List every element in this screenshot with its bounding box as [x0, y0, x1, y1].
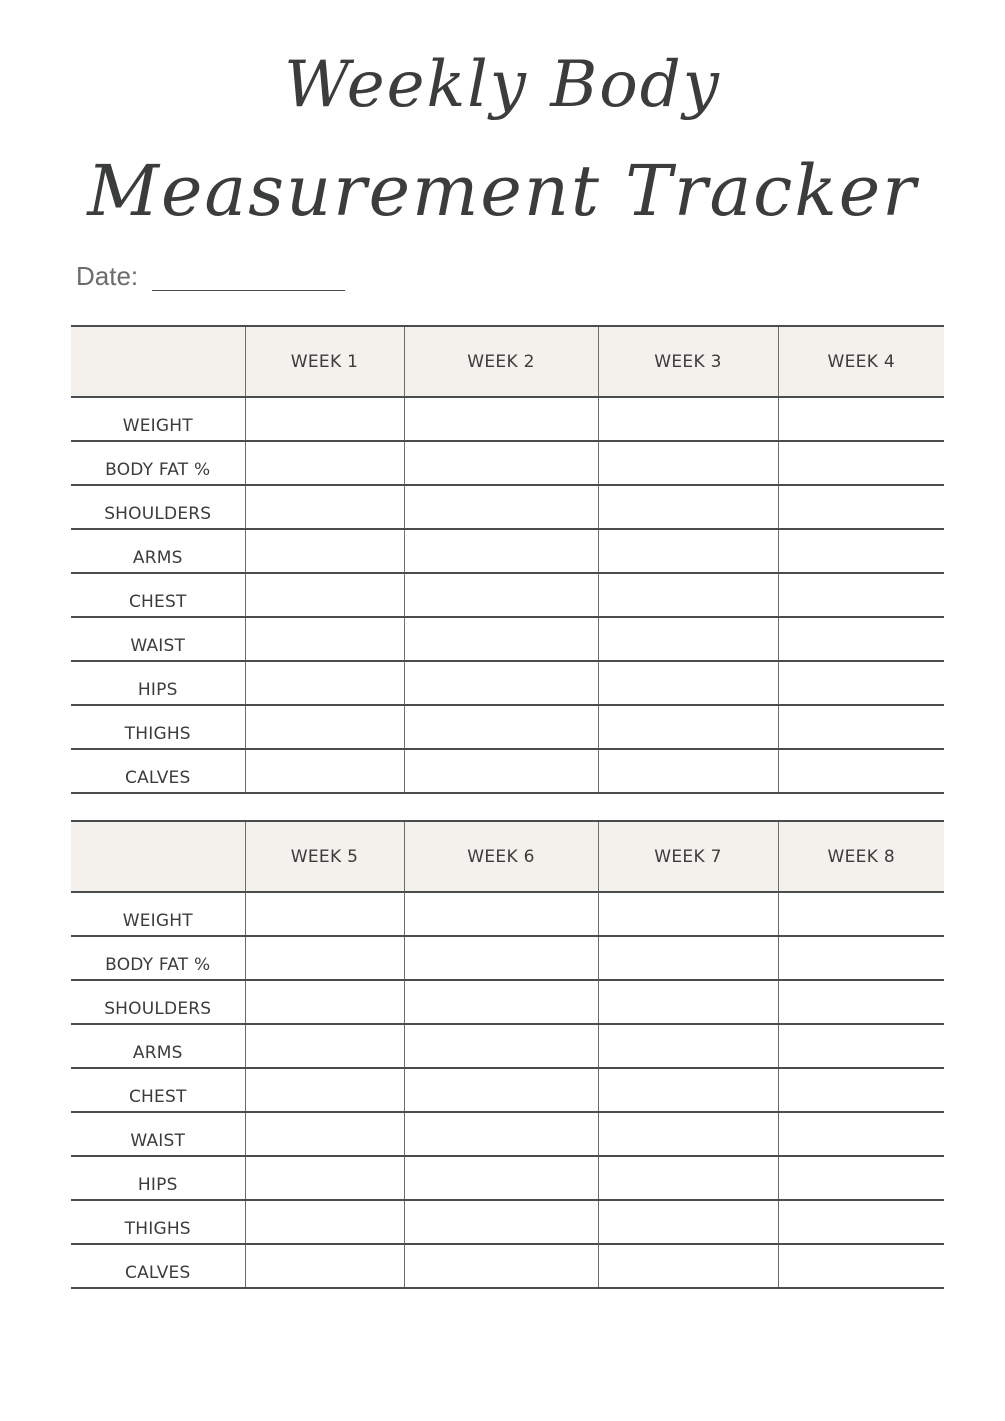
- entry-cell[interactable]: [245, 485, 404, 529]
- entry-cell[interactable]: [245, 529, 404, 573]
- table-row: [71, 892, 944, 936]
- week-header: WEEK 5: [245, 821, 404, 892]
- table-row: [71, 1112, 944, 1156]
- row-label: ARMS: [71, 1024, 245, 1068]
- tracker-table-weeks-5-8: [71, 820, 944, 1289]
- entry-cell[interactable]: [598, 1068, 778, 1112]
- entry-cell[interactable]: [598, 980, 778, 1024]
- date-row: [76, 255, 345, 291]
- entry-cell[interactable]: [778, 980, 944, 1024]
- entry-cell[interactable]: [245, 617, 404, 661]
- entry-cell[interactable]: [404, 485, 598, 529]
- entry-cell[interactable]: [404, 749, 598, 793]
- entry-cell[interactable]: [245, 749, 404, 793]
- entry-cell[interactable]: [404, 1024, 598, 1068]
- week-header: WEEK 7: [598, 821, 778, 892]
- entry-cell[interactable]: [598, 573, 778, 617]
- entry-cell[interactable]: [245, 1156, 404, 1200]
- row-label: SHOULDERS: [71, 485, 245, 529]
- entry-cell[interactable]: [404, 1244, 598, 1288]
- entry-cell[interactable]: [404, 936, 598, 980]
- row-label: THIGHS: [71, 705, 245, 749]
- entry-cell[interactable]: [245, 1112, 404, 1156]
- table-row: [71, 936, 944, 980]
- entry-cell[interactable]: [404, 892, 598, 936]
- entry-cell[interactable]: [598, 661, 778, 705]
- entry-cell[interactable]: [598, 1156, 778, 1200]
- entry-cell[interactable]: [404, 1112, 598, 1156]
- table-row: [71, 529, 944, 573]
- entry-cell[interactable]: [245, 441, 404, 485]
- row-label: WAIST: [71, 1112, 245, 1156]
- entry-cell[interactable]: [245, 661, 404, 705]
- entry-cell[interactable]: [598, 705, 778, 749]
- entry-cell[interactable]: [778, 892, 944, 936]
- row-label: THIGHS: [71, 1200, 245, 1244]
- entry-cell[interactable]: [778, 485, 944, 529]
- entry-cell[interactable]: [245, 397, 404, 441]
- table-row: [71, 1200, 944, 1244]
- page-title-line-1: Weekly Body: [284, 48, 721, 122]
- entry-cell[interactable]: [598, 749, 778, 793]
- entry-cell[interactable]: [778, 749, 944, 793]
- table-row: [71, 397, 944, 441]
- entry-cell[interactable]: [404, 573, 598, 617]
- entry-cell[interactable]: [778, 661, 944, 705]
- entry-cell[interactable]: [778, 397, 944, 441]
- tracker-table-weeks-1-4: [71, 325, 944, 794]
- row-label: BODY FAT %: [71, 441, 245, 485]
- entry-cell[interactable]: [598, 397, 778, 441]
- week-header: WEEK 4: [778, 326, 944, 397]
- table-row: [71, 1244, 944, 1288]
- entry-cell[interactable]: [598, 1200, 778, 1244]
- row-label: CALVES: [71, 1244, 245, 1288]
- row-label: HIPS: [71, 1156, 245, 1200]
- entry-cell[interactable]: [245, 936, 404, 980]
- entry-cell[interactable]: [778, 529, 944, 573]
- entry-cell[interactable]: [245, 1244, 404, 1288]
- page-title-line-2: Measurement Tracker: [87, 150, 918, 232]
- table-row: [71, 705, 944, 749]
- row-label: BODY FAT %: [71, 936, 245, 980]
- row-label: CHEST: [71, 1068, 245, 1112]
- table-row: [71, 1024, 944, 1068]
- row-label: SHOULDERS: [71, 980, 245, 1024]
- entry-cell[interactable]: [598, 441, 778, 485]
- row-label: HIPS: [71, 661, 245, 705]
- entry-cell[interactable]: [245, 892, 404, 936]
- entry-cell[interactable]: [404, 1156, 598, 1200]
- entry-cell[interactable]: [245, 1024, 404, 1068]
- row-label: CHEST: [71, 573, 245, 617]
- entry-cell[interactable]: [404, 529, 598, 573]
- entry-cell[interactable]: [245, 1068, 404, 1112]
- entry-cell[interactable]: [404, 980, 598, 1024]
- week-header: WEEK 6: [404, 821, 598, 892]
- entry-cell[interactable]: [245, 705, 404, 749]
- entry-cell[interactable]: [245, 573, 404, 617]
- entry-cell[interactable]: [404, 661, 598, 705]
- table-row: [71, 617, 944, 661]
- entry-cell[interactable]: [598, 1244, 778, 1288]
- row-label: WEIGHT: [71, 397, 245, 441]
- row-label: WAIST: [71, 617, 245, 661]
- table-row: [71, 1068, 944, 1112]
- corner-cell: [71, 821, 245, 892]
- entry-cell[interactable]: [245, 1200, 404, 1244]
- table-row: [71, 661, 944, 705]
- date-label: Date:: [76, 261, 139, 291]
- table-row: [71, 749, 944, 793]
- entry-cell[interactable]: [778, 1112, 944, 1156]
- row-label: ARMS: [71, 529, 245, 573]
- date-field[interactable]: [152, 264, 345, 291]
- entry-cell[interactable]: [598, 1024, 778, 1068]
- entry-cell[interactable]: [404, 705, 598, 749]
- entry-cell[interactable]: [598, 485, 778, 529]
- table-row: [71, 485, 944, 529]
- week-header: WEEK 2: [404, 326, 598, 397]
- header-row: [71, 821, 944, 892]
- entry-cell[interactable]: [778, 1200, 944, 1244]
- entry-cell[interactable]: [404, 1068, 598, 1112]
- entry-cell[interactable]: [778, 1244, 944, 1288]
- entry-cell[interactable]: [404, 441, 598, 485]
- entry-cell[interactable]: [778, 573, 944, 617]
- table-row: [71, 441, 944, 485]
- row-label: WEIGHT: [71, 892, 245, 936]
- entry-cell[interactable]: [778, 441, 944, 485]
- corner-cell: [71, 326, 245, 397]
- entry-cell[interactable]: [598, 1112, 778, 1156]
- entry-cell[interactable]: [404, 397, 598, 441]
- week-header: WEEK 1: [245, 326, 404, 397]
- entry-cell[interactable]: [245, 980, 404, 1024]
- entry-cell[interactable]: [598, 936, 778, 980]
- entry-cell[interactable]: [778, 1068, 944, 1112]
- row-label: CALVES: [71, 749, 245, 793]
- entry-cell[interactable]: [778, 705, 944, 749]
- entry-cell[interactable]: [778, 1024, 944, 1068]
- entry-cell[interactable]: [778, 936, 944, 980]
- week-header: WEEK 3: [598, 326, 778, 397]
- table-row: [71, 980, 944, 1024]
- entry-cell[interactable]: [598, 529, 778, 573]
- entry-cell[interactable]: [598, 617, 778, 661]
- entry-cell[interactable]: [778, 1156, 944, 1200]
- table-row: [71, 573, 944, 617]
- entry-cell[interactable]: [404, 1200, 598, 1244]
- entry-cell[interactable]: [404, 617, 598, 661]
- entry-cell[interactable]: [598, 892, 778, 936]
- entry-cell[interactable]: [778, 617, 944, 661]
- header-row: [71, 326, 944, 397]
- week-header: WEEK 8: [778, 821, 944, 892]
- table-row: [71, 1156, 944, 1200]
